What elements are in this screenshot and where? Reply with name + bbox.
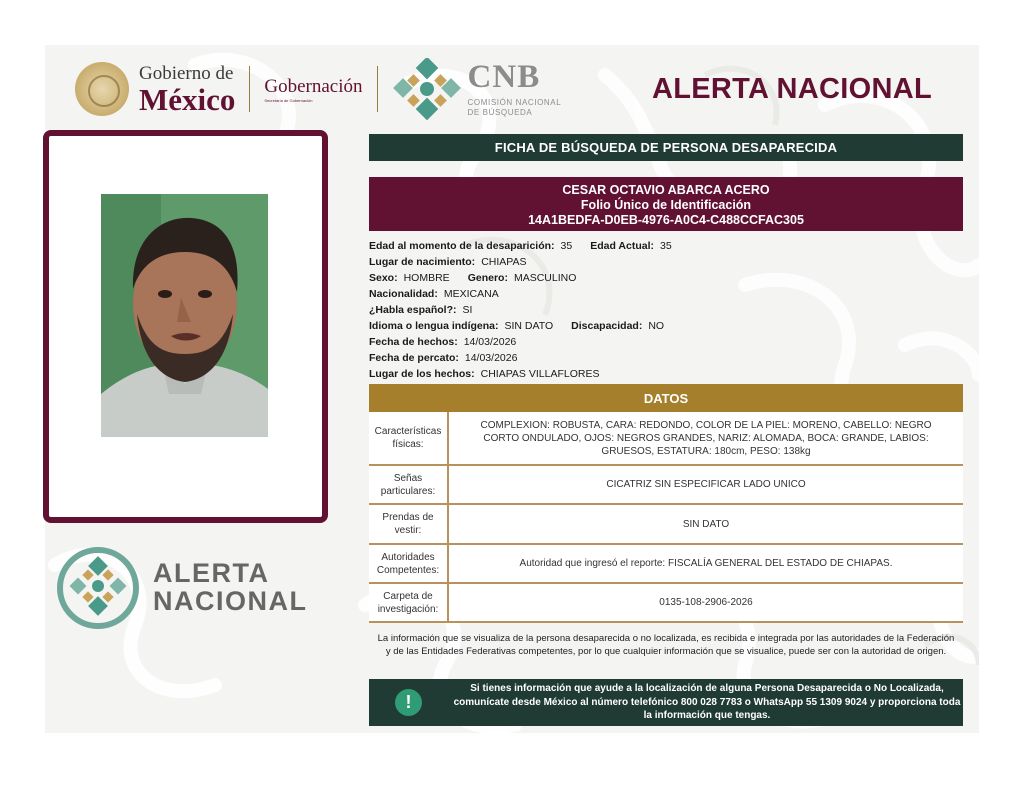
edad-desaparicion-label: Edad al momento de la desaparición: xyxy=(369,240,555,252)
folio-value: 14A1BEDFA-D0EB-4976-A0C4-C488CCFAC305 xyxy=(528,213,804,227)
logo-divider xyxy=(249,66,250,112)
name-box xyxy=(369,177,963,231)
edad-desaparicion-value: 35 xyxy=(560,240,573,252)
info-row-fecha-hechos xyxy=(369,334,672,350)
person-name: CESAR OCTAVIO ABARCA ACERO xyxy=(562,183,770,197)
gobernacion-text: Gobernación xyxy=(264,75,363,97)
autoridades-value: Autoridad que ingresó el reporte: FISCALÍA GENERAL DEL ESTADO DE CHIAPAS. xyxy=(519,558,893,569)
exclamation-icon: ! xyxy=(395,689,422,716)
table-row xyxy=(369,545,963,584)
disclaimer-text: La información que se visualiza de la persona desaparecida o no localizada, es recibida e integrada por las autoridades de la Federación y de las Entidades Federativas competentes, por lo que cualquier información que se visualice, puede ser con la autoridad de origen. xyxy=(377,633,955,657)
gobierno-line2: México xyxy=(139,81,236,117)
fecha-hechos-value: 14/03/2026 xyxy=(463,336,517,348)
fecha-hechos-label: Fecha de hechos: xyxy=(369,336,458,348)
ficha-title: FICHA DE BÚSQUEDA DE PERSONA DESAPARECIDA xyxy=(369,134,963,161)
carpeta-value: 0135-108-2906-2026 xyxy=(659,597,753,608)
contact-text: Si tienes información que ayude a la localización de alguna Persona Desaparecida o No Localizada, comunícate desde México al número telefónico 800 028 7783 o WhatsApp 55 1309 9024 y proporciona toda la información que tengas. xyxy=(453,683,961,722)
table-row xyxy=(369,584,963,623)
info-row-edad xyxy=(369,238,672,254)
alerta-nacional-line2: NACIONAL xyxy=(153,586,308,616)
edad-actual-value: 35 xyxy=(660,240,672,252)
nacionalidad-value: MEXICANA xyxy=(443,288,499,300)
info-row-lugar-nacimiento xyxy=(369,254,672,270)
prendas-label: Prendas de vestir: xyxy=(369,505,449,543)
cnb-logo xyxy=(392,58,562,120)
sexo-value: HOMBRE xyxy=(403,272,450,284)
senas-value: CICATRIZ SIN ESPECIFICAR LADO UNICO xyxy=(606,479,806,490)
alerta-nacional-line1: ALERTA xyxy=(153,558,270,589)
cnb-subtext-1: COMISIÓN NACIONAL xyxy=(467,97,562,107)
datos-title: DATOS xyxy=(369,384,963,412)
genero-value: MASCULINO xyxy=(513,272,577,284)
datos-table xyxy=(369,412,963,623)
alerta-nacional-logo xyxy=(55,545,308,631)
contact-bar xyxy=(369,679,963,726)
logo-divider xyxy=(377,66,378,112)
habla-espanol-label: ¿Habla español?: xyxy=(369,304,457,316)
senas-label: Señas particulares: xyxy=(369,466,449,503)
info-row-sexo xyxy=(369,270,672,286)
mexico-seal-icon xyxy=(75,62,129,116)
idioma-value: SIN DATO xyxy=(504,320,554,332)
discapacidad-value: NO xyxy=(648,320,665,332)
person-info xyxy=(369,238,672,382)
alerta-nacional-emblem-icon xyxy=(55,545,141,631)
header-logos xyxy=(75,58,561,120)
person-photo xyxy=(101,194,268,437)
edad-actual-label: Edad Actual: xyxy=(590,240,655,252)
info-row-idioma xyxy=(369,318,672,334)
info-row-nacionalidad xyxy=(369,286,672,302)
cnb-subtext-2: DE BÚSQUEDA xyxy=(467,107,533,117)
folio-label: Folio Único de Identificación xyxy=(580,198,752,212)
discapacidad-label: Discapacidad: xyxy=(571,320,643,332)
info-row-fecha-percato xyxy=(369,350,672,366)
table-row xyxy=(369,466,963,505)
fecha-percato-value: 14/03/2026 xyxy=(464,352,518,364)
lugar-nacimiento-label: Lugar de nacimiento: xyxy=(369,256,476,268)
table-row xyxy=(369,412,963,466)
lugar-hechos-value: CHIAPAS VILLAFLORES xyxy=(480,368,600,380)
idioma-label: Idioma o lengua indígena: xyxy=(369,320,499,332)
info-row-lugar-hechos xyxy=(369,366,672,382)
autoridades-label: Autoridades Competentes: xyxy=(369,545,449,582)
fecha-percato-label: Fecha de percato: xyxy=(369,352,459,364)
lugar-nacimiento-value: CHIAPAS xyxy=(481,256,527,268)
caracteristicas-label: Características físicas: xyxy=(369,412,449,464)
table-row xyxy=(369,505,963,545)
cnb-text: CNB xyxy=(467,58,541,95)
nacionalidad-label: Nacionalidad: xyxy=(369,288,438,300)
genero-label: Genero: xyxy=(467,272,508,284)
lugar-hechos-label: Lugar de los hechos: xyxy=(369,368,475,380)
photo-frame xyxy=(43,130,328,523)
info-row-habla-espanol xyxy=(369,302,672,318)
caracteristicas-value: COMPLEXION: ROBUSTA, CARA: REDONDO, COLOR DE LA PIEL: MORENO, CABELLO: NEGRO CORTO ONDULADO, OJOS: NEGROS GRANDES, NARIZ: ALOMADA, BOCA: GRANDE, LABIOS: GRUESOS, ESTATURA: 180cm, PESO: 138kg xyxy=(480,419,932,457)
alert-title: ALERTA NACIONAL xyxy=(652,73,932,105)
prendas-value: SIN DATO xyxy=(682,518,730,530)
gobernacion-subtext: Secretaría de Gobernación xyxy=(264,97,313,103)
habla-espanol-value: SI xyxy=(462,304,473,316)
cnb-emblem-icon xyxy=(392,58,462,120)
gobierno-de-mexico-logo xyxy=(139,64,235,115)
carpeta-label: Carpeta de investigación: xyxy=(369,584,449,621)
gobernacion-logo xyxy=(264,76,362,103)
gobierno-line1: Gobierno de xyxy=(139,62,234,84)
sexo-label: Sexo: xyxy=(369,272,398,284)
